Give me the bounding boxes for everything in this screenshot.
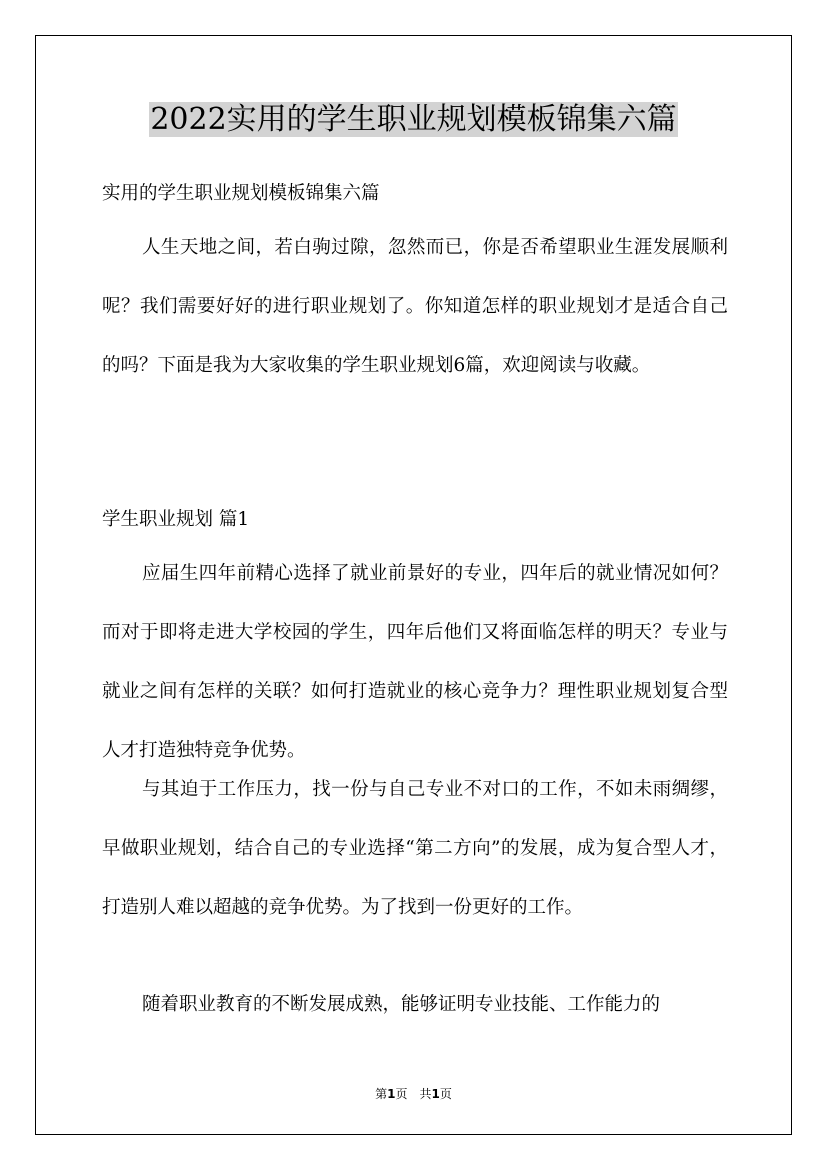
document-subtitle: 实用的学生职业规划模板锦集六篇 <box>102 183 380 204</box>
body-paragraph-1: 应届生四年前精心选择了就业前景好的专业，四年后的就业情况如何？而对于即将走进大学校园的学生，四年后他们又将面临怎样的明天？专业与就业之间有怎样的关联？如何打造就业的核心竞争力？理性职业规划复合型人才打造独特竞争优势。 <box>102 563 728 761</box>
page-footer <box>0 1085 827 1102</box>
intro-paragraph: 人生天地之间，若白驹过隙，忽然而已，你是否希望职业生涯发展顺利呢？我们需要好好的进行职业规划了。你知道怎样的职业规划才是适合自己的吗？下面是我为大家收集的学生职业规划6篇，欢迎阅读与收藏。 <box>102 237 728 376</box>
footer-page-mid: 页 共 <box>395 1087 432 1101</box>
footer-page-number: 1 <box>387 1087 396 1101</box>
body-paragraph-2: 与其迫于工作压力，找一份与自己专业不对口的工作，不如未雨绸缪，早做职业规划，结合自己的专业选择“第二方向”的发展，成为复合型人才，打造别人难以超越的竞争优势。为了找到一份更好的工作。 <box>102 779 728 918</box>
section-heading: 学生职业规划 篇1 <box>102 509 250 530</box>
footer-page-suffix: 页 <box>439 1087 452 1101</box>
body-paragraph-3: 随着职业教育的不断发展成熟，能够证明专业技能、工作能力的 <box>142 994 661 1015</box>
footer-page-total: 1 <box>431 1087 440 1101</box>
document-title-text: 2022实用的学生职业规划模板锦集六篇 <box>150 102 677 137</box>
document-title <box>0 100 827 140</box>
footer-page-prefix: 第 <box>375 1087 388 1101</box>
